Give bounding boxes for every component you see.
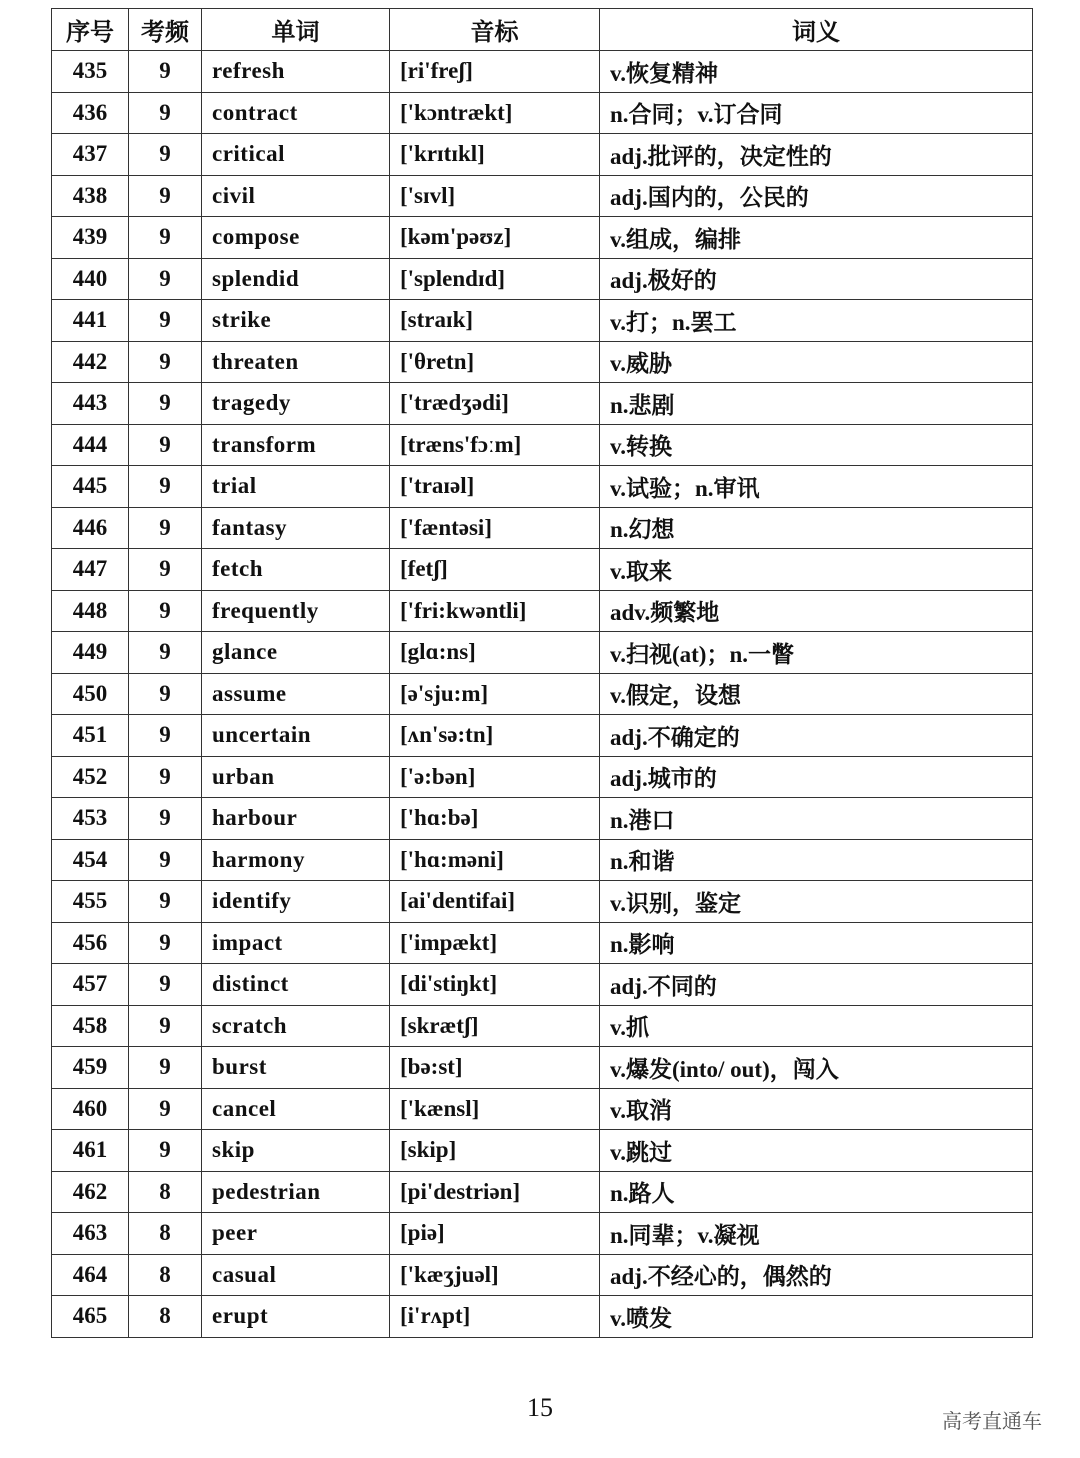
cell-phonetic: [bə:st] xyxy=(390,1047,600,1089)
cell-phonetic: [pi'destriən] xyxy=(390,1171,600,1213)
cell-phonetic: ['trædʒədi] xyxy=(390,383,600,425)
cell-index: 463 xyxy=(52,1213,129,1255)
cell-phonetic: ['krɪtɪkl] xyxy=(390,134,600,176)
cell-frequency: 9 xyxy=(129,839,202,881)
cell-meaning: adj.城市的 xyxy=(600,756,1033,798)
cell-word: strike xyxy=(202,300,390,342)
cell-frequency: 9 xyxy=(129,549,202,591)
header-word: 单词 xyxy=(202,9,390,51)
cell-index: 465 xyxy=(52,1296,129,1338)
cell-meaning: adj.批评的，决定性的 xyxy=(600,134,1033,176)
header-frequency: 考频 xyxy=(129,9,202,51)
cell-phonetic: [skip] xyxy=(390,1130,600,1172)
cell-index: 436 xyxy=(52,92,129,134)
table-row xyxy=(52,1213,1033,1255)
cell-index: 464 xyxy=(52,1254,129,1296)
cell-meaning: v.识别，鉴定 xyxy=(600,881,1033,923)
cell-index: 435 xyxy=(52,51,129,93)
table-row xyxy=(52,1047,1033,1089)
cell-phonetic: ['traɪəl] xyxy=(390,466,600,508)
table-row xyxy=(52,51,1033,93)
cell-phonetic: [ri'freʃ] xyxy=(390,51,600,93)
cell-index: 445 xyxy=(52,466,129,508)
table-row xyxy=(52,175,1033,217)
table-row xyxy=(52,673,1033,715)
cell-meaning: n.幻想 xyxy=(600,507,1033,549)
cell-phonetic: ['hɑ:məni] xyxy=(390,839,600,881)
cell-frequency: 9 xyxy=(129,1088,202,1130)
cell-phonetic: ['fæntəsi] xyxy=(390,507,600,549)
cell-meaning: adj.不经心的，偶然的 xyxy=(600,1254,1033,1296)
page-number: 15 xyxy=(527,1393,553,1422)
cell-frequency: 9 xyxy=(129,466,202,508)
cell-phonetic: ['impækt] xyxy=(390,922,600,964)
cell-index: 457 xyxy=(52,964,129,1006)
table-row xyxy=(52,632,1033,674)
cell-index: 458 xyxy=(52,1005,129,1047)
cell-word: identify xyxy=(202,881,390,923)
cell-meaning: v.取来 xyxy=(600,549,1033,591)
cell-index: 440 xyxy=(52,258,129,300)
cell-frequency: 8 xyxy=(129,1171,202,1213)
table-header-row xyxy=(52,9,1033,51)
cell-word: tragedy xyxy=(202,383,390,425)
table-row xyxy=(52,715,1033,757)
cell-meaning: v.抓 xyxy=(600,1005,1033,1047)
cell-index: 460 xyxy=(52,1088,129,1130)
cell-word: threaten xyxy=(202,341,390,383)
cell-meaning: v.假定，设想 xyxy=(600,673,1033,715)
cell-phonetic: ['fri:kwəntli] xyxy=(390,590,600,632)
cell-phonetic: [ʌn'sə:tn] xyxy=(390,715,600,757)
header-index: 序号 xyxy=(52,9,129,51)
cell-phonetic: [ai'dentifai] xyxy=(390,881,600,923)
table-row xyxy=(52,341,1033,383)
cell-frequency: 9 xyxy=(129,507,202,549)
cell-meaning: n.悲剧 xyxy=(600,383,1033,425)
cell-index: 462 xyxy=(52,1171,129,1213)
cell-word: casual xyxy=(202,1254,390,1296)
cell-word: critical xyxy=(202,134,390,176)
cell-word: cancel xyxy=(202,1088,390,1130)
cell-word: harbour xyxy=(202,798,390,840)
cell-word: trial xyxy=(202,466,390,508)
cell-meaning: v.喷发 xyxy=(600,1296,1033,1338)
cell-phonetic: [piə] xyxy=(390,1213,600,1255)
cell-frequency: 9 xyxy=(129,51,202,93)
cell-frequency: 9 xyxy=(129,424,202,466)
table-row xyxy=(52,466,1033,508)
cell-phonetic: [skrætʃ] xyxy=(390,1005,600,1047)
cell-frequency: 9 xyxy=(129,1047,202,1089)
cell-phonetic: [kəm'pəʊz] xyxy=(390,217,600,259)
cell-frequency: 9 xyxy=(129,922,202,964)
cell-meaning: adj.不同的 xyxy=(600,964,1033,1006)
cell-frequency: 9 xyxy=(129,217,202,259)
cell-phonetic: ['kæʒjuəl] xyxy=(390,1254,600,1296)
cell-meaning: v.恢复精神 xyxy=(600,51,1033,93)
cell-frequency: 8 xyxy=(129,1213,202,1255)
cell-frequency: 9 xyxy=(129,798,202,840)
cell-word: frequently xyxy=(202,590,390,632)
table-row xyxy=(52,1296,1033,1338)
cell-word: harmony xyxy=(202,839,390,881)
cell-index: 451 xyxy=(52,715,129,757)
table-row xyxy=(52,798,1033,840)
watermark: 高考直通车 xyxy=(942,1409,1042,1433)
cell-frequency: 9 xyxy=(129,964,202,1006)
cell-meaning: n.合同；v.订合同 xyxy=(600,92,1033,134)
cell-frequency: 9 xyxy=(129,881,202,923)
cell-frequency: 9 xyxy=(129,1130,202,1172)
cell-meaning: v.取消 xyxy=(600,1088,1033,1130)
cell-frequency: 8 xyxy=(129,1296,202,1338)
table-row xyxy=(52,300,1033,342)
cell-meaning: n.和谐 xyxy=(600,839,1033,881)
cell-phonetic: ['hɑ:bə] xyxy=(390,798,600,840)
table-row xyxy=(52,507,1033,549)
cell-meaning: adj.不确定的 xyxy=(600,715,1033,757)
cell-meaning: n.影响 xyxy=(600,922,1033,964)
table-row xyxy=(52,424,1033,466)
cell-word: urban xyxy=(202,756,390,798)
table-row xyxy=(52,1088,1033,1130)
cell-index: 454 xyxy=(52,839,129,881)
vocabulary-table xyxy=(51,8,1033,1338)
cell-word: peer xyxy=(202,1213,390,1255)
table-row xyxy=(52,217,1033,259)
header-meaning: 词义 xyxy=(600,9,1033,51)
cell-index: 437 xyxy=(52,134,129,176)
cell-index: 447 xyxy=(52,549,129,591)
cell-frequency: 9 xyxy=(129,590,202,632)
cell-meaning: v.组成，编排 xyxy=(600,217,1033,259)
cell-meaning: adj.极好的 xyxy=(600,258,1033,300)
cell-word: scratch xyxy=(202,1005,390,1047)
table-row xyxy=(52,839,1033,881)
cell-frequency: 9 xyxy=(129,300,202,342)
cell-word: pedestrian xyxy=(202,1171,390,1213)
cell-index: 446 xyxy=(52,507,129,549)
table-row xyxy=(52,881,1033,923)
cell-index: 453 xyxy=(52,798,129,840)
table-row xyxy=(52,134,1033,176)
cell-frequency: 9 xyxy=(129,341,202,383)
table-row xyxy=(52,1005,1033,1047)
cell-meaning: v.打；n.罢工 xyxy=(600,300,1033,342)
cell-meaning: v.威胁 xyxy=(600,341,1033,383)
cell-phonetic: ['ə:bən] xyxy=(390,756,600,798)
cell-meaning: v.试验；n.审讯 xyxy=(600,466,1033,508)
cell-phonetic: ['sɪvl] xyxy=(390,175,600,217)
cell-meaning: adv.频繁地 xyxy=(600,590,1033,632)
cell-meaning: v.转换 xyxy=(600,424,1033,466)
cell-index: 439 xyxy=(52,217,129,259)
cell-index: 452 xyxy=(52,756,129,798)
cell-index: 444 xyxy=(52,424,129,466)
table-row xyxy=(52,258,1033,300)
table-body xyxy=(52,51,1033,1338)
cell-word: refresh xyxy=(202,51,390,93)
cell-phonetic: [glɑ:ns] xyxy=(390,632,600,674)
table-row xyxy=(52,383,1033,425)
cell-word: distinct xyxy=(202,964,390,1006)
cell-index: 443 xyxy=(52,383,129,425)
cell-frequency: 9 xyxy=(129,632,202,674)
cell-phonetic: ['splendɪd] xyxy=(390,258,600,300)
cell-index: 461 xyxy=(52,1130,129,1172)
table-row xyxy=(52,1171,1033,1213)
cell-meaning: v.跳过 xyxy=(600,1130,1033,1172)
table-row xyxy=(52,549,1033,591)
cell-index: 455 xyxy=(52,881,129,923)
cell-frequency: 9 xyxy=(129,383,202,425)
table-row xyxy=(52,964,1033,1006)
cell-meaning: v.爆发(into/ out)，闯入 xyxy=(600,1047,1033,1089)
cell-meaning: n.港口 xyxy=(600,798,1033,840)
cell-meaning: n.同辈；v.凝视 xyxy=(600,1213,1033,1255)
cell-index: 459 xyxy=(52,1047,129,1089)
cell-word: glance xyxy=(202,632,390,674)
cell-phonetic: [ə'sju:m] xyxy=(390,673,600,715)
cell-word: uncertain xyxy=(202,715,390,757)
table-row xyxy=(52,92,1033,134)
cell-frequency: 9 xyxy=(129,258,202,300)
cell-meaning: adj.国内的，公民的 xyxy=(600,175,1033,217)
cell-word: transform xyxy=(202,424,390,466)
cell-frequency: 9 xyxy=(129,673,202,715)
cell-index: 448 xyxy=(52,590,129,632)
cell-phonetic: ['θretn] xyxy=(390,341,600,383)
cell-phonetic: ['kɔntrækt] xyxy=(390,92,600,134)
cell-index: 442 xyxy=(52,341,129,383)
header-phonetic: 音标 xyxy=(390,9,600,51)
cell-phonetic: [i'rʌpt] xyxy=(390,1296,600,1338)
cell-index: 449 xyxy=(52,632,129,674)
cell-word: burst xyxy=(202,1047,390,1089)
cell-frequency: 9 xyxy=(129,1005,202,1047)
table-row xyxy=(52,756,1033,798)
cell-frequency: 9 xyxy=(129,756,202,798)
cell-phonetic: [straɪk] xyxy=(390,300,600,342)
cell-word: assume xyxy=(202,673,390,715)
cell-word: contract xyxy=(202,92,390,134)
table-row xyxy=(52,1130,1033,1172)
cell-word: civil xyxy=(202,175,390,217)
cell-frequency: 9 xyxy=(129,175,202,217)
cell-phonetic: [træns'fɔːm] xyxy=(390,424,600,466)
cell-word: fantasy xyxy=(202,507,390,549)
cell-index: 450 xyxy=(52,673,129,715)
cell-word: splendid xyxy=(202,258,390,300)
table-row xyxy=(52,590,1033,632)
cell-word: impact xyxy=(202,922,390,964)
cell-frequency: 9 xyxy=(129,715,202,757)
cell-index: 438 xyxy=(52,175,129,217)
cell-index: 441 xyxy=(52,300,129,342)
cell-phonetic: [di'stiŋkt] xyxy=(390,964,600,1006)
cell-frequency: 9 xyxy=(129,134,202,176)
cell-frequency: 9 xyxy=(129,92,202,134)
cell-phonetic: [fetʃ] xyxy=(390,549,600,591)
cell-word: erupt xyxy=(202,1296,390,1338)
cell-word: fetch xyxy=(202,549,390,591)
cell-word: compose xyxy=(202,217,390,259)
cell-phonetic: ['kænsl] xyxy=(390,1088,600,1130)
cell-meaning: n.路人 xyxy=(600,1171,1033,1213)
cell-index: 456 xyxy=(52,922,129,964)
table-row xyxy=(52,1254,1033,1296)
cell-frequency: 8 xyxy=(129,1254,202,1296)
cell-word: skip xyxy=(202,1130,390,1172)
cell-meaning: v.扫视(at)；n.一瞥 xyxy=(600,632,1033,674)
table-row xyxy=(52,922,1033,964)
